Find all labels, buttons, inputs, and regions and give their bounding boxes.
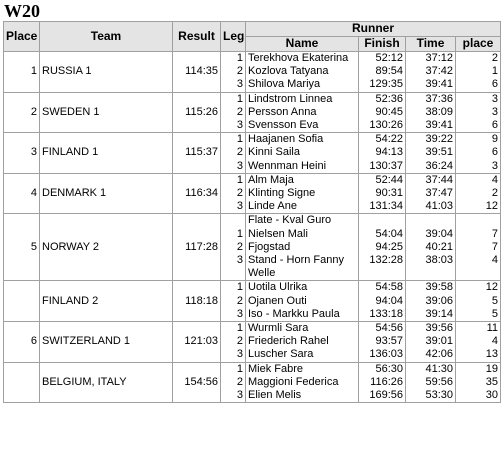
leg-number: 1 [236, 133, 243, 146]
runner-time: 37:47 [425, 187, 453, 200]
runner-name: Flate - Kval Guro Nielsen Mali [248, 214, 332, 240]
runner-place: 1 [491, 65, 498, 78]
team-result: 154:56 [173, 362, 221, 403]
runner-finish-column [359, 92, 406, 133]
runner-finish-column [359, 281, 406, 322]
table-row [4, 173, 501, 214]
runner-place: 9 [491, 133, 498, 146]
runner-place: 12 [485, 281, 498, 294]
leg-number: 2 [236, 65, 243, 78]
runner-place: 4 [491, 173, 498, 186]
runner-finish: 130:37 [369, 159, 403, 172]
team-result: 115:26 [173, 92, 221, 133]
runner-place: 35 [485, 375, 498, 388]
runner-finish: 129:35 [369, 78, 403, 91]
team-result: 115:37 [173, 133, 221, 174]
page-title: W20 [4, 1, 40, 21]
header-leg-place: place [456, 37, 501, 52]
runner-name: Lindstrom Linnea [248, 92, 333, 105]
runner-name: Stand - Horn Fanny Welle [248, 254, 344, 280]
runner-finish-column [359, 362, 406, 403]
leg-number: 3 [236, 159, 243, 172]
team-place: 3 [4, 133, 40, 174]
runner-place-column [456, 52, 501, 93]
runner-finish: 52:44 [375, 173, 403, 186]
runner-name-column [246, 92, 359, 133]
team-name: NORWAY 2 [40, 214, 173, 281]
runner-place: 3 [491, 105, 498, 118]
runner-place: 6 [491, 78, 498, 91]
runner-name-column [246, 281, 359, 322]
runner-time-column [406, 214, 456, 281]
runner-finish: 54:58 [375, 281, 403, 294]
header-runner: Runner [246, 22, 501, 37]
runner-finish-column [359, 214, 406, 281]
runner-name: Miek Fabre [248, 362, 304, 375]
runner-time: 42:06 [425, 348, 453, 361]
runner-place: 2 [491, 52, 498, 64]
runner-time: 41:30 [425, 362, 453, 375]
leg-number: 1 [236, 52, 243, 64]
runner-time: 39:14 [425, 307, 453, 320]
leg-number: 3 [236, 254, 243, 267]
runner-finish: 130:26 [369, 119, 403, 132]
leg-number: 3 [236, 389, 243, 402]
runner-place: 11 [486, 322, 498, 335]
results-table [3, 21, 501, 403]
runner-place: 5 [491, 294, 498, 307]
team-place: 1 [4, 52, 40, 93]
runner-name: Alm Maja [248, 173, 294, 186]
team-name: SWEDEN 1 [40, 92, 173, 133]
runner-time: 38:09 [425, 105, 453, 118]
runner-name: Persson Anna [248, 105, 317, 118]
runner-time: 39:58 [425, 281, 453, 294]
runner-name: Klinting Signe [248, 187, 316, 200]
runner-time-column [406, 92, 456, 133]
leg-number: 2 [236, 375, 243, 388]
runner-finish: 54:04 [375, 227, 403, 240]
leg-number-column [221, 173, 246, 214]
team-result: 116:34 [173, 173, 221, 214]
runner-finish: 169:56 [369, 389, 403, 402]
runner-time: 38:03 [425, 254, 453, 267]
runner-place: 3 [491, 92, 498, 105]
runner-finish: 132:28 [369, 254, 403, 267]
runner-place: 7 [491, 240, 498, 253]
header-team: Team [40, 22, 173, 52]
runner-time: 41:03 [425, 200, 453, 213]
runner-name: Haajanen Sofia [248, 133, 324, 146]
runner-name: Luscher Sara [248, 348, 314, 361]
team-place [4, 281, 40, 322]
leg-number: 3 [236, 307, 243, 320]
runner-finish-column [359, 52, 406, 93]
runner-place-column [456, 214, 501, 281]
runner-time: 37:44 [425, 173, 453, 186]
runner-time: 53:30 [425, 389, 453, 402]
runner-name: Kinni Saila [248, 146, 300, 159]
runner-finish: 116:26 [370, 375, 403, 388]
team-result: 117:28 [173, 214, 221, 281]
team-result: 118:18 [173, 281, 221, 322]
runner-time-column [406, 173, 456, 214]
runner-finish: 52:36 [375, 92, 403, 105]
table-row [4, 92, 501, 133]
header-place: Place [4, 22, 40, 52]
leg-number-column [221, 322, 246, 363]
runner-name: Kozlova Tatyana [248, 65, 329, 78]
leg-number: 2 [236, 240, 243, 253]
table-row [4, 281, 501, 322]
leg-number: 3 [236, 348, 243, 361]
runner-time: 37:42 [425, 65, 453, 78]
runner-finish: 136:03 [369, 348, 403, 361]
runner-place-column [456, 281, 501, 322]
leg-number: 3 [236, 200, 243, 213]
runner-name-column [246, 322, 359, 363]
runner-name-column [246, 214, 359, 281]
runner-finish-column [359, 173, 406, 214]
runner-time-column [406, 52, 456, 93]
leg-number-column [221, 362, 246, 403]
team-place: 6 [4, 322, 40, 363]
team-place: 4 [4, 173, 40, 214]
runner-finish: 56:30 [375, 362, 403, 375]
runner-finish: 133:18 [369, 307, 403, 320]
table-row [4, 52, 501, 93]
runner-place: 7 [491, 227, 498, 240]
team-result: 114:35 [173, 52, 221, 93]
leg-number: 1 [236, 362, 243, 375]
runner-finish: 52:12 [375, 52, 403, 64]
runner-finish: 54:56 [375, 322, 403, 335]
runner-time-column [406, 281, 456, 322]
runner-finish-column [359, 133, 406, 174]
runner-time: 39:41 [425, 119, 453, 132]
runner-place: 30 [485, 389, 498, 402]
runner-finish: 90:31 [375, 187, 403, 200]
runner-time: 59:56 [425, 375, 453, 388]
leg-number-column [221, 92, 246, 133]
runner-finish: 94:25 [375, 240, 403, 253]
runner-finish: 131:34 [369, 200, 403, 213]
runner-time: 37:36 [425, 92, 453, 105]
leg-number: 1 [236, 322, 243, 335]
runner-name: Shilova Mariya [248, 78, 321, 91]
runner-time: 39:06 [425, 294, 453, 307]
header-result: Result [173, 22, 221, 52]
runner-time-column [406, 362, 456, 403]
runner-time: 40:21 [425, 240, 453, 253]
leg-number: 2 [236, 294, 243, 307]
runner-time: 39:04 [425, 227, 453, 240]
runner-place-column [456, 322, 501, 363]
runner-finish: 89:54 [375, 65, 403, 78]
runner-name: Svensson Eva [248, 119, 319, 132]
leg-number: 1 [236, 173, 243, 186]
runner-name: Terekhova Ekaterina [248, 52, 349, 64]
runner-finish-column [359, 322, 406, 363]
leg-number: 1 [236, 227, 243, 240]
team-name: FINLAND 1 [40, 133, 173, 174]
team-name: FINLAND 2 [40, 281, 173, 322]
runner-name: Friederich Rahel [248, 335, 329, 348]
leg-number-column [221, 214, 246, 281]
runner-time: 37:12 [425, 52, 453, 64]
leg-number: 2 [236, 187, 243, 200]
leg-number-column [221, 133, 246, 174]
runner-place: 12 [485, 200, 498, 213]
runner-place: 6 [491, 119, 498, 132]
runner-place: 6 [491, 146, 498, 159]
leg-number: 2 [236, 335, 243, 348]
runner-name: Iso - Markku Paula [248, 307, 340, 320]
runner-name: Maggioni Federica [248, 375, 339, 388]
leg-number: 3 [236, 119, 243, 132]
leg-number-column [221, 52, 246, 93]
runner-name: Elien Melis [248, 389, 302, 402]
runner-place: 4 [491, 335, 498, 348]
runner-name: Fjogstad [248, 240, 291, 253]
runner-place: 13 [485, 348, 498, 361]
runner-time: 39:41 [425, 78, 453, 91]
leg-number: 2 [236, 146, 243, 159]
team-name: DENMARK 1 [40, 173, 173, 214]
runner-place-column [456, 133, 501, 174]
runner-place: 5 [491, 307, 498, 320]
leg-number: 3 [236, 78, 243, 91]
runner-place-column [456, 92, 501, 133]
runner-place-column [456, 173, 501, 214]
header-time: Time [406, 37, 456, 52]
runner-name: Wurmli Sara [248, 322, 309, 335]
leg-number-column [221, 281, 246, 322]
team-place: 5 [4, 214, 40, 281]
runner-finish: 90:45 [375, 105, 403, 118]
team-result: 121:03 [173, 322, 221, 363]
team-place [4, 362, 40, 403]
table-row [4, 322, 501, 363]
team-name: RUSSIA 1 [40, 52, 173, 93]
runner-name: Ojanen Outi [248, 294, 307, 307]
runner-name: Uotila Ulrika [248, 281, 308, 294]
header-finish: Finish [359, 37, 406, 52]
runner-finish: 54:22 [375, 133, 403, 146]
runner-name: Wennman Heini [248, 159, 327, 172]
header-name: Name [246, 37, 359, 52]
table-row [4, 214, 501, 281]
runner-time: 36:24 [425, 159, 453, 172]
runner-place: 2 [491, 187, 498, 200]
runner-finish: 93:57 [375, 335, 403, 348]
runner-time-column [406, 133, 456, 174]
leg-number: 1 [236, 281, 243, 294]
runner-finish: 94:13 [375, 146, 403, 159]
runner-name-column [246, 52, 359, 93]
runner-place: 4 [491, 254, 498, 267]
runner-place-column [456, 362, 501, 403]
runner-time: 39:22 [425, 133, 453, 146]
runner-time-column [406, 322, 456, 363]
team-place: 2 [4, 92, 40, 133]
runner-place: 3 [491, 159, 498, 172]
runner-place: 19 [485, 362, 498, 375]
leg-number: 1 [236, 92, 243, 105]
table-row [4, 133, 501, 174]
runner-name: Linde Ane [248, 200, 297, 213]
table-row [4, 362, 501, 403]
runner-time: 39:01 [425, 335, 453, 348]
team-name: BELGIUM, ITALY [40, 362, 173, 403]
results-body [4, 52, 501, 403]
runner-name-column [246, 173, 359, 214]
team-name: SWITZERLAND 1 [40, 322, 173, 363]
runner-name-column [246, 133, 359, 174]
runner-time: 39:51 [425, 146, 453, 159]
runner-name-column [246, 362, 359, 403]
runner-time: 39:56 [425, 322, 453, 335]
leg-number: 2 [236, 105, 243, 118]
header-leg: Leg [221, 22, 246, 52]
runner-finish: 94:04 [375, 294, 403, 307]
